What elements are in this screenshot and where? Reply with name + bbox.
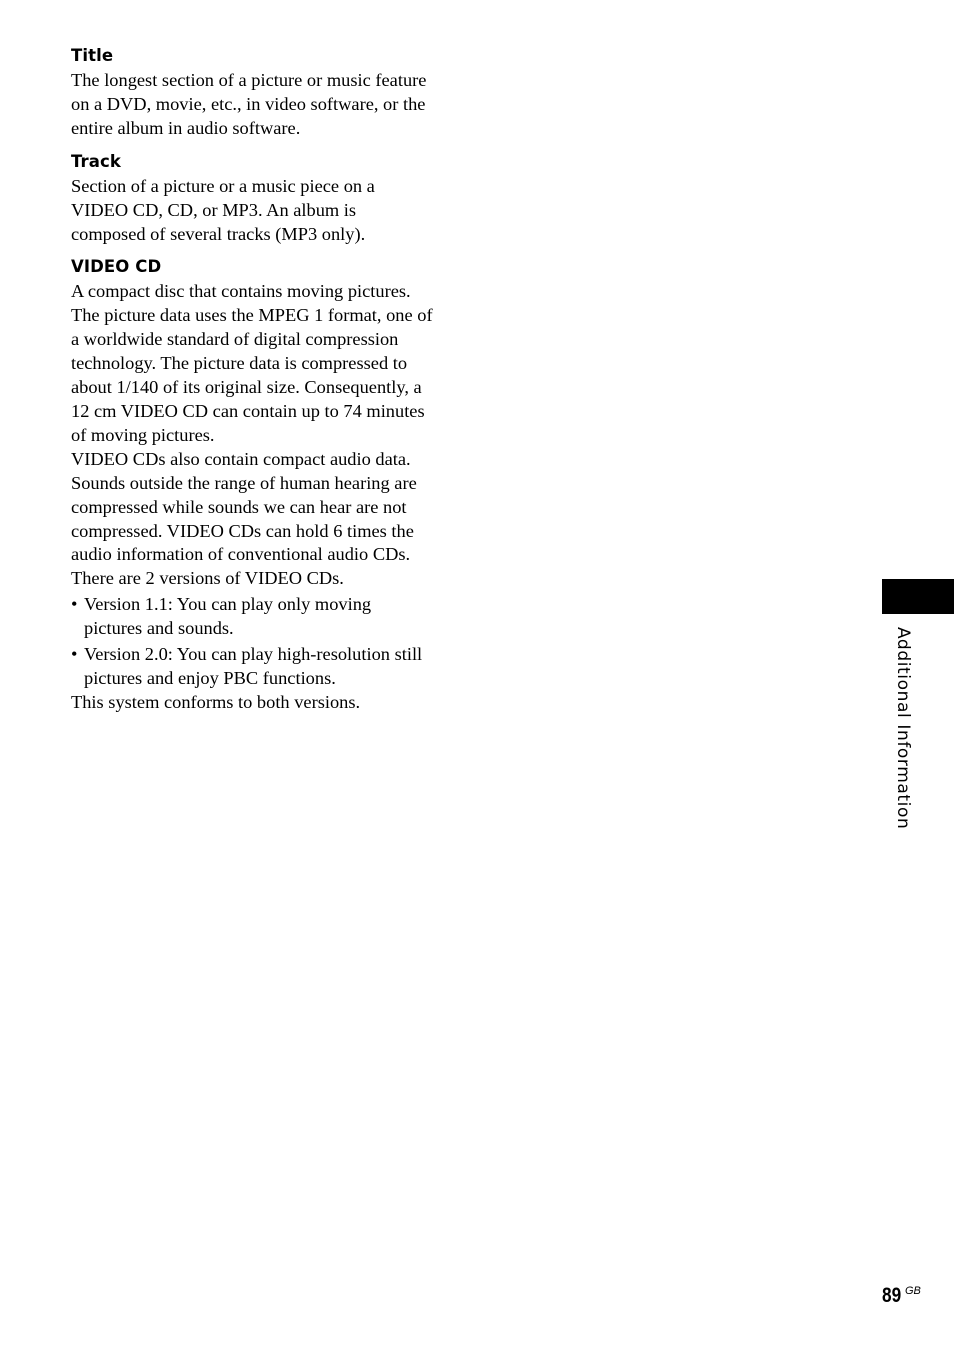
text-line: on a DVD, movie, etc., in video software, or the [71,93,426,114]
text-line: A compact disc that contains moving pictures. [71,281,411,302]
text-line: 12 cm VIDEO CD can contain up to 74 minutes [71,400,425,421]
title-definition [71,69,443,141]
text-line: Version 1.1: You can play only moving [84,594,372,615]
term-video-cd: VIDEO CD [71,257,162,277]
list-item [71,643,443,691]
text-line: about 1/140 of its original size. Consequently, a [71,377,422,398]
bullet-icon: • [71,594,78,615]
text-line: This system conforms to both versions. [71,691,361,712]
text-line: The longest section of a picture or music feature [71,70,427,90]
track-definition [71,175,443,247]
term-title: Title [71,46,114,65]
section-tab-label: Additional Information [893,627,913,830]
text-line: entire album in audio software. [71,117,301,138]
text-line: compressed while sounds we can hear are not [71,496,407,517]
text-line: audio information of conventional audio CDs. [71,544,411,565]
text-line: of moving pictures. [71,424,215,445]
text-line: Sounds outside the range of human hearing are [71,472,417,493]
text-line: compressed. VIDEO CDs can hold 6 times the [71,520,414,541]
text-line: pictures and enjoy PBC functions. [84,667,336,688]
text-line: VIDEO CDs also contain compact audio data. [71,448,411,469]
bullet-icon: • [71,644,78,665]
text-line: There are 2 versions of VIDEO CDs. [71,568,344,589]
video-cd-closing [71,691,443,715]
text-line: The picture data uses the MPEG 1 format, one of [71,305,433,326]
text-line: technology. The picture data is compressed to [71,353,408,374]
glossary-content [71,45,443,715]
section-tab-marker [882,579,954,614]
page-number-suffix: GB [905,1285,921,1297]
page-number-value: 89 [882,1284,902,1307]
text-line: composed of several tracks (MP3 only). [71,223,366,244]
list-item [71,593,443,641]
text-line: Section of a picture or a music piece on a [71,175,375,196]
page-number [882,1284,921,1308]
term-track: Track [71,151,121,171]
video-cd-versions-list [71,593,443,691]
video-cd-definition [71,280,443,591]
text-line: Version 2.0: You can play high-resolution still [84,644,423,665]
text-line: pictures and sounds. [84,618,234,639]
text-line: VIDEO CD, CD, or MP3. An album is [71,199,357,220]
text-line: a worldwide standard of digital compression [71,329,399,350]
